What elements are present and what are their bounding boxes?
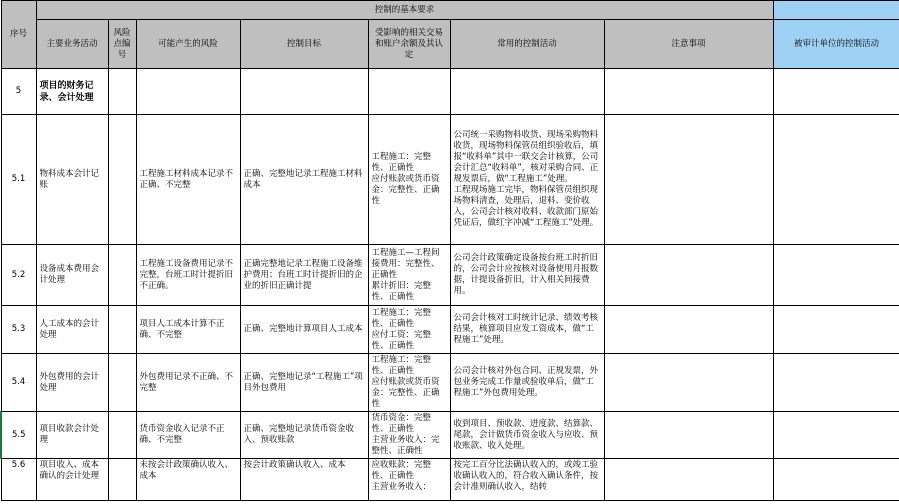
row-accounts[interactable]: 工程施工：完整性、正确性 应付账款或货币资金：完整性、正确性 [368,115,450,245]
row-controls[interactable]: 公司统一采购物料收货、现场采购物料收货，现场物料保管员组织验收后，填报“收料单”其中一联交会计核算，公司会计汇总“收料单”，核对采购合同、正规发票后，做“工程施工”处理。 工程现场施工完毕，物料保管员组织现场物料清查，处理后，退料、变价收入，公司会计核对收料、收款部门原始凭证后，做红字冲减“工程施工”处理。 [450,115,604,245]
header-group-title[interactable]: 控制的基本要求 [36,1,773,20]
row-client[interactable] [773,354,899,412]
section-row [1,69,899,115]
row-objective[interactable]: 正确、完整地记录货币资金收入、预收账款 [240,412,368,459]
table-row [1,459,899,501]
row-seq[interactable]: 5.1 [1,115,36,245]
row-accounts[interactable]: 工程施工：完整性、正确性 应付工资：完整性、正确性 [368,306,450,354]
header-row-1 [1,1,899,20]
row-activity[interactable]: 物料成本会计记账 [36,115,108,245]
row-risk[interactable]: 未按会计政策确认收入、成本 [136,459,240,501]
row-activity[interactable]: 外包费用的会计处理 [36,354,108,412]
row-client[interactable] [773,115,899,245]
row-notes[interactable] [604,115,773,245]
row-client[interactable] [773,459,899,501]
row-objective[interactable]: 按会计政策确认收入、成本 [240,459,368,501]
row-controls[interactable]: 公司会计核对外包合同、正规发票，外包业务完成工作量或验收单后，做“工程施工”外包费用处理。 [450,354,604,412]
row-risk[interactable]: 外包费用记录不正确、不完整 [136,354,240,412]
row-code[interactable] [108,115,136,245]
row-accounts[interactable]: 工程施工：完整性、正确性 应付账款或货币资金：完整性、正确性 [368,354,450,412]
row-client[interactable] [773,245,899,306]
section-seq[interactable]: 5 [1,69,36,115]
row-seq[interactable]: 5.3 [1,306,36,354]
table-row [1,306,899,354]
row-seq[interactable]: 5.6 [1,459,36,501]
row-notes[interactable] [604,306,773,354]
header-seq[interactable]: 序号 [1,1,36,69]
row-code[interactable] [108,306,136,354]
row-seq[interactable]: 5.2 [1,245,36,306]
row-objective[interactable]: 正确、完整地记录“工程施工”项目外包费用 [240,354,368,412]
cell[interactable] [773,69,899,115]
row-controls[interactable]: 公司会计核对工时统计记录、绩效考核结果，核算项目应发工资成本，做“工程施工”处理。 [450,306,604,354]
row-code[interactable] [108,459,136,501]
header-risk[interactable]: 可能产生的风险 [136,20,240,69]
cell[interactable] [368,69,450,115]
row-notes[interactable] [604,245,773,306]
row-activity[interactable]: 项目收入、成本确认的会计处理 [36,459,108,501]
row-controls[interactable]: 按完工百分比法确认收入的，或竣工验收确认收入的，符合收入确认条件，按会计准则确认收入，结转 [450,459,604,501]
header-blank-blue[interactable] [773,1,899,20]
row-objective[interactable]: 正确完整地记录工程施工设备维护费用；台班工时计提折旧的企业的折旧正确计提 [240,245,368,306]
row-activity[interactable]: 设备成本费用会计处理 [36,245,108,306]
row-code[interactable] [108,412,136,459]
row-objective[interactable]: 正确、完整地记录工程施工材料成本 [240,115,368,245]
header-notes[interactable]: 注意事项 [604,20,773,69]
header-client-controls[interactable]: 被审计单位的控制活动 [773,20,899,69]
row-seq[interactable]: 5.4 [1,354,36,412]
row-activity[interactable]: 项目收款会计处理 [36,412,108,459]
row-code[interactable] [108,354,136,412]
header-objective[interactable]: 控制目标 [240,20,368,69]
cell[interactable] [240,69,368,115]
table-row [1,245,899,306]
header-activity[interactable]: 主要业务活动 [36,20,108,69]
cell[interactable] [450,69,604,115]
row-accounts[interactable]: 货币资金：完整性、正确性 主营业务收入：完整性、正确性 [368,412,450,459]
cell[interactable] [136,69,240,115]
row-risk[interactable]: 工程施工设备费用记录不完整，台班工时计提折旧不正确。 [136,245,240,306]
row-notes[interactable] [604,459,773,501]
header-risk-code[interactable]: 风险点编号 [108,20,136,69]
row-objective[interactable]: 正确、完整地计算项目人工成本 [240,306,368,354]
header-controls[interactable]: 常用的控制活动 [450,20,604,69]
row-accounts[interactable]: 应收账款：完整性、正确性 主营业务收入： [368,459,450,501]
row-client[interactable] [773,306,899,354]
row-controls[interactable]: 公司会计政策确定设备按台班工时折旧的，公司会计应按核对设备使用月报数据，计提设备折旧，计入相关间接费用。 [450,245,604,306]
header-accounts[interactable]: 受影响的相关交易和账户余额及其认定 [368,20,450,69]
cell[interactable] [108,69,136,115]
row-notes[interactable] [604,354,773,412]
table-row [1,412,899,459]
row-client[interactable] [773,412,899,459]
row-risk[interactable]: 货币资金收入记录不正确、不完整 [136,412,240,459]
cell[interactable] [604,69,773,115]
section-title[interactable]: 项目的财务记录、会计处理 [36,69,108,115]
row-accounts[interactable]: 工程施工—工程间接费用：完整性、正确性 累计折旧：完整性、正确性 [368,245,450,306]
row-code[interactable] [108,245,136,306]
row-activity[interactable]: 人工成本的会计处理 [36,306,108,354]
table-row [1,354,899,412]
row-seq[interactable]: 5.5 [1,412,36,459]
row-controls[interactable]: 收到项目、预收款、进度款、结算款、尾款，会计做货币资金收入与应收、预收账款、收入处理。 [450,412,604,459]
row-risk[interactable]: 工程施工材料成本记录不正确、不完整 [136,115,240,245]
row-notes[interactable] [604,412,773,459]
table-row [1,115,899,245]
header-row-2 [1,20,899,69]
row-risk[interactable]: 项目人工成本计算不正确、不完整 [136,306,240,354]
